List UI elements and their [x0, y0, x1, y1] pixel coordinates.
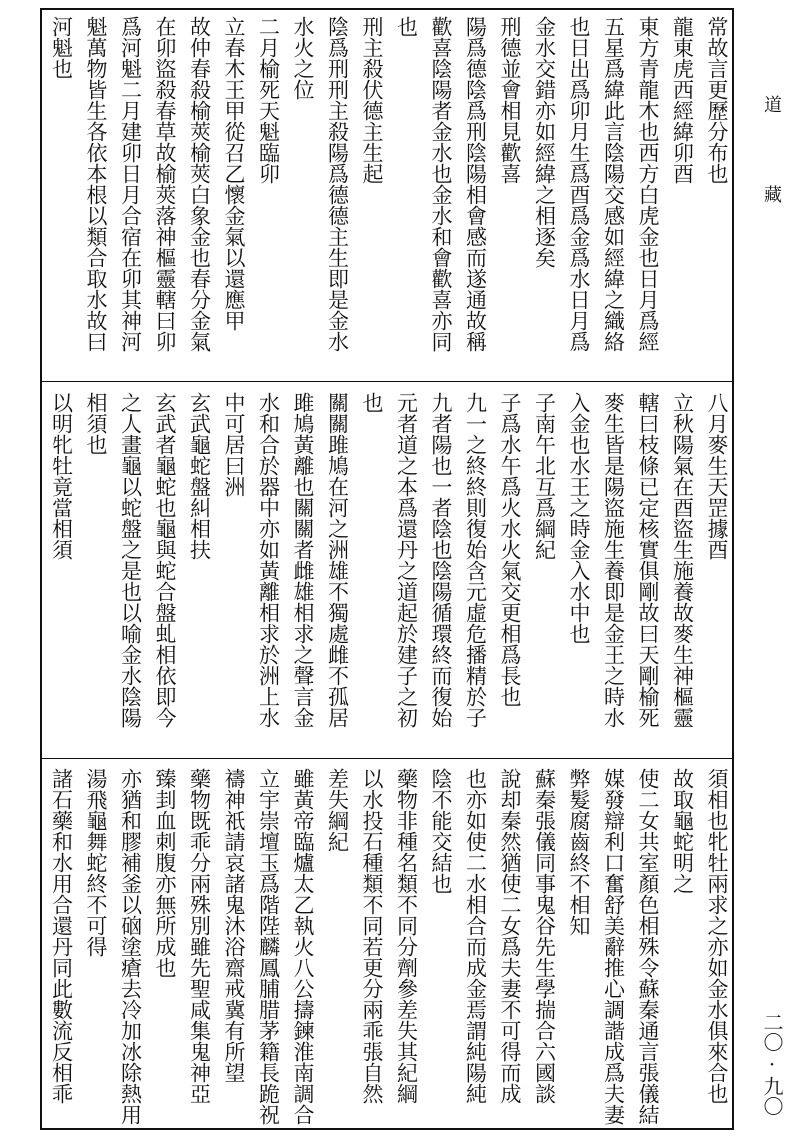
text-column: 臻刲血刺腹亦無所成也: [153, 768, 177, 978]
text-panel-top: [42, 16, 732, 376]
text-column: 湯飛龜舞蛇終不可得: [84, 768, 108, 957]
text-column: 藥物既乖分兩殊別雖先聖咸集鬼神亞: [187, 768, 212, 1104]
text-column: 元者道之本爲還丹之道起於建子之初: [394, 392, 419, 728]
text-column: 爲河魁二月建卯日月合宿在卯其神河: [118, 16, 143, 352]
text-column: 九一之終終則復始含元虛危播精於子: [463, 392, 488, 728]
text-column: 東方青龍木也西方白虎金也日月爲經: [636, 16, 660, 352]
text-column: 相須也: [84, 392, 108, 455]
text-column: 藥物非種名類不同分劑參差失其紀綱: [394, 768, 419, 1104]
text-column: 雎鳩黃離也關關者雌雄相求之聲言金: [291, 392, 315, 728]
text-column: 立宇崇壇玉爲階陛麟鳳脯腊茅籍長跪祝: [256, 768, 281, 1125]
text-column: 在卯盜殺春草故榆莢落神樞靈轄曰卯: [153, 16, 177, 352]
text-column: 玄武者龜蛇也龜與蛇合盤虬相依即今: [153, 392, 177, 728]
text-column: 入金也水王之時金入水中也: [567, 392, 591, 644]
text-column: 魁萬物皆生各依本根以類合取水故曰: [84, 16, 108, 352]
margin-source-top: 道: [761, 95, 782, 113]
text-column: 龍東虎西經緯卯酉: [670, 16, 695, 184]
text-column: 八月麥生天罡據酉: [705, 392, 729, 560]
text-column: 說却秦然猶使二女爲夫妻不可得而成: [498, 768, 522, 1104]
margin-source-bottom: 藏: [761, 185, 782, 203]
text-column: 二月榆死天魁臨卯: [256, 16, 281, 184]
text-column: 歡喜陰陽者金水也金水和會歡喜亦同: [429, 16, 453, 352]
text-column: 雖黃帝臨爐太乙執火八公擣鍊淮南調合: [291, 768, 315, 1125]
text-column: 須相也牝牡兩求之亦如金水俱來合也: [705, 768, 729, 1104]
text-column: 諸石藥和水用合還丹同此數流反相乖: [49, 768, 74, 1104]
section-divider: [40, 381, 734, 382]
text-column: 以水投石種類不同若更分兩乖張自然: [360, 768, 384, 1104]
text-column: 子爲水午爲火水火氣交更相爲長也: [498, 392, 522, 707]
text-column: 之人畫龜以蛇盤之是也以喻金水陰陽: [118, 392, 143, 728]
text-column: 關關雎鳩在河之洲雄不獨處雌不孤居: [325, 392, 350, 728]
text-column: 河魁也: [49, 16, 74, 79]
text-column: 五星爲緯此言陰陽交感如經緯之織絡: [601, 16, 626, 352]
text-column: 也: [360, 392, 384, 413]
text-column: 陽爲德陰爲刑陰陽相會感而遂通故稱: [463, 16, 488, 352]
text-column: 刑主殺伏德主生起: [360, 16, 384, 184]
margin-page-number: 二〇·九〇: [760, 1012, 784, 1116]
text-column: 也亦如使二水相合而成金焉謂純陽純: [463, 768, 488, 1104]
text-column: 水火之位: [291, 16, 315, 100]
text-column: 刑德並會相見歡喜: [498, 16, 522, 184]
text-column: 立春木王甲從召乙懷金氣以還應甲: [222, 16, 246, 331]
section-divider: [40, 758, 734, 759]
text-column: 媒發辯利口奮舒美辭推心調諧成爲夫妻: [601, 768, 626, 1125]
text-column: 弊髮腐齒終不相知: [567, 768, 591, 936]
text-column: 常故言更歷分布也: [705, 16, 729, 184]
text-column: 禱神祇請哀諸鬼沐浴齋戒冀有所望: [222, 768, 246, 1083]
text-column: 故仲春殺榆莢榆莢白象金也春分金氣: [187, 16, 212, 352]
text-panel-bottom: [42, 768, 732, 1128]
text-column: 金水交錯亦如經緯之相逐矣: [532, 16, 557, 268]
text-panel-middle: [42, 392, 732, 752]
text-column: 麥生皆是陽盜施生養即是金王之時水: [601, 392, 626, 728]
text-column: 蘇秦張儀同事鬼谷先生學揣合六國談: [532, 768, 557, 1104]
text-column: 也: [394, 16, 419, 37]
text-column: 子南午北互爲綱紀: [532, 392, 557, 560]
text-column: 差失綱紀: [325, 768, 350, 852]
text-column: 九者陽也一者陰也陰陽循環終而復始: [429, 392, 453, 728]
text-column: 故取龜蛇明之: [670, 768, 695, 894]
text-column: 陰爲刑刑主殺陽爲德德主生即是金水: [325, 16, 350, 352]
text-column: 也日出爲卯月生爲酉爲金爲水日月爲: [567, 16, 591, 352]
text-column: 玄武龜蛇盤糾相扶: [187, 392, 212, 560]
text-column: 以明牝牡竟當相須: [49, 392, 74, 560]
text-column: 使二女共室顏色相殊令蘇秦通言張儀結: [636, 768, 660, 1125]
text-column: 立秋陽氣在酉盜生施養故麥生神樞靈: [670, 392, 695, 728]
text-column: 水和合於器中亦如黃離相求於洲上水: [256, 392, 281, 728]
text-column: 轄曰枝條已定核實俱剛故曰天剛榆死: [636, 392, 660, 728]
text-column: 中可居曰洲: [222, 392, 246, 497]
text-column: 亦猶和膠補釜以硇塗瘡去冷加冰除熱用: [118, 768, 143, 1125]
text-column: 陰不能交結也: [429, 768, 453, 894]
